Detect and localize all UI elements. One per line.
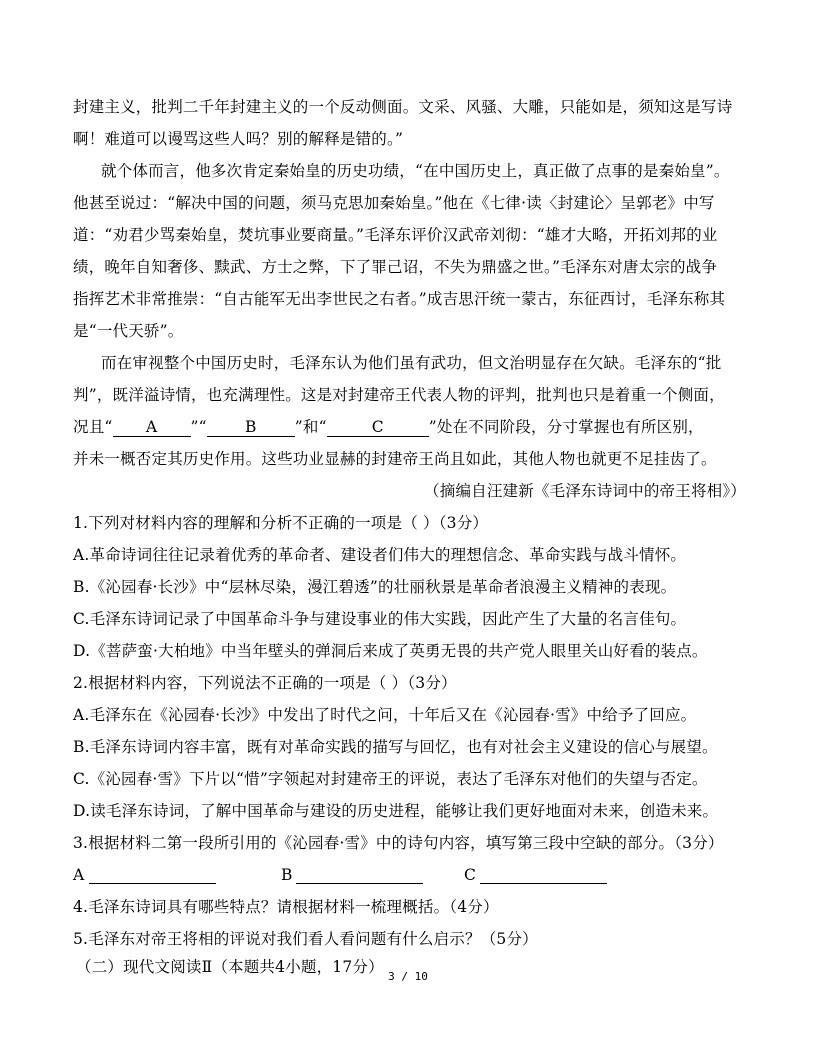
answer-label-b: B (281, 866, 293, 884)
paragraph-line-with-blanks (73, 417, 704, 437)
question-2-option-d: D.读毛泽东诗词，了解中国革命与建设的历史进程，能够让我们更好地面对未来，创造未来。 (73, 802, 719, 820)
question-5: 5.毛泽东对帝王将相的评说对我们看人看问题有什么启示？（5分） (73, 930, 538, 948)
answer-label-a: A (73, 866, 85, 884)
paragraph-line: 指挥艺术非常推崇：“自古能军无出李世民之右者。”成吉思汗统一蒙古，东征西讨，毛泽东称其 (73, 290, 726, 308)
section-heading: （二）现代文阅读Ⅱ（本题共4小题，17分） (76, 958, 384, 976)
question-2-option-a: A.毛泽东在《沁园春·长沙》中发出了时代之问，十年后又在《沁园春·雪》中给予了回应。 (73, 706, 697, 724)
paragraph-line: 而在审视整个中国历史时，毛泽东认为他们虽有武功，但文治明显存在欠缺。毛泽东的“批 (101, 354, 722, 372)
question-3: 3.根据材料二第一段所引用的《沁园春·雪》中的诗句内容，填写第三段中空缺的部分。（3分） (73, 834, 724, 852)
question-2-option-c: C.《沁园春·雪》下片以“惜”字领起对封建帝王的评说，表达了毛泽东对他们的失望与否定。 (73, 770, 708, 788)
paragraph-line: 封建主义，批判二千年封建主义的一个反动侧面。文采、风骚、大雕，只能如是，须知这是写诗 (73, 98, 733, 116)
question-1-option-d: D.《菩萨蛮·大柏地》中当年壁头的弹洞后来成了英勇无畏的共产党人眼里关山好看的装点。 (73, 642, 708, 660)
paragraph-line: 啊！难道可以谩骂这些人吗？别的解释是错的。” (73, 130, 404, 148)
paragraph-line: 他甚至说过：“解决中国的问题，须马克思加秦始皇。”他在《七律·读〈封建论〉呈郭老》中写 (73, 194, 715, 212)
blank-b: B (207, 418, 295, 437)
blank-separator: ”和“ (294, 418, 327, 436)
paragraph-line: 判”，既洋溢诗情，也充满理性。这是对封建帝王代表人物的评判，批判也只是着重一个侧面， (73, 386, 725, 404)
answer-line-c[interactable] (480, 883, 607, 884)
answer-line-b[interactable] (296, 883, 423, 884)
paragraph-line: 绩，晚年自知奢侈、黩武、方士之弊，下了罪己诏，不失为鼎盛之世。”毛泽东对唐太宗的战争 (73, 258, 718, 276)
source-citation: （摘编自汪建新《毛泽东诗词中的帝王将相》） (424, 482, 746, 500)
blank-c: C (327, 418, 429, 437)
question-1-option-a: A.革命诗词往往记录着优秀的革命者、建设者们伟大的理想信念、革命实践与战斗情怀。 (73, 546, 687, 564)
page-number: 3 / 10 (388, 970, 428, 983)
question-1-option-c: C.毛泽东诗词记录了中国革命斗争与建设事业的伟大实践，因此产生了大量的名言佳句。 (73, 610, 687, 628)
question-4: 4.毛泽东诗词具有哪些特点？请根据材料一梳理概括。（4分） (73, 898, 499, 916)
paragraph-line: 并未一概否定其历史作用。这些功业显赫的封建帝王尚且如此，其他人物也就更不足挂齿了。 (73, 450, 717, 468)
blank-a: A (113, 418, 191, 437)
paragraph-line: 是“一代天骄”。 (73, 322, 184, 340)
answer-label-c: C (464, 866, 476, 884)
paragraph-line: 道：“劝君少骂秦始皇，焚坑事业要商量。”毛泽东评价汉武帝刘彻：“雄才大略，开拓刘邦的业 (73, 226, 718, 244)
blank-suffix: ”处在不同阶段，分寸掌握也有所区别， (428, 418, 704, 436)
question-1-option-b: B.《沁园春·长沙》中“层林尽染，漫江碧透”的壮丽秋景是革命者浪漫主义精神的表现。 (73, 578, 677, 596)
blank-separator: ”“ (190, 418, 207, 436)
question-2-option-b: B.毛泽东诗词内容丰富，既有对革命实践的描写与回忆，也有对社会主义建设的信心与展望。 (73, 738, 718, 756)
answer-line-a[interactable] (89, 883, 216, 884)
blank-prefix: 况且“ (73, 418, 113, 436)
question-2: 2.根据材料内容，下列说法不正确的一项是（ ）（3分） (73, 674, 457, 692)
question-1: 1.下列对材料内容的理解和分析不正确的一项是（ ）（3分） (73, 514, 489, 532)
paragraph-line: 就个体而言，他多次肯定秦始皇的历史功绩，“在中国历史上，真正做了点事的是秦始皇”。 (101, 162, 730, 180)
